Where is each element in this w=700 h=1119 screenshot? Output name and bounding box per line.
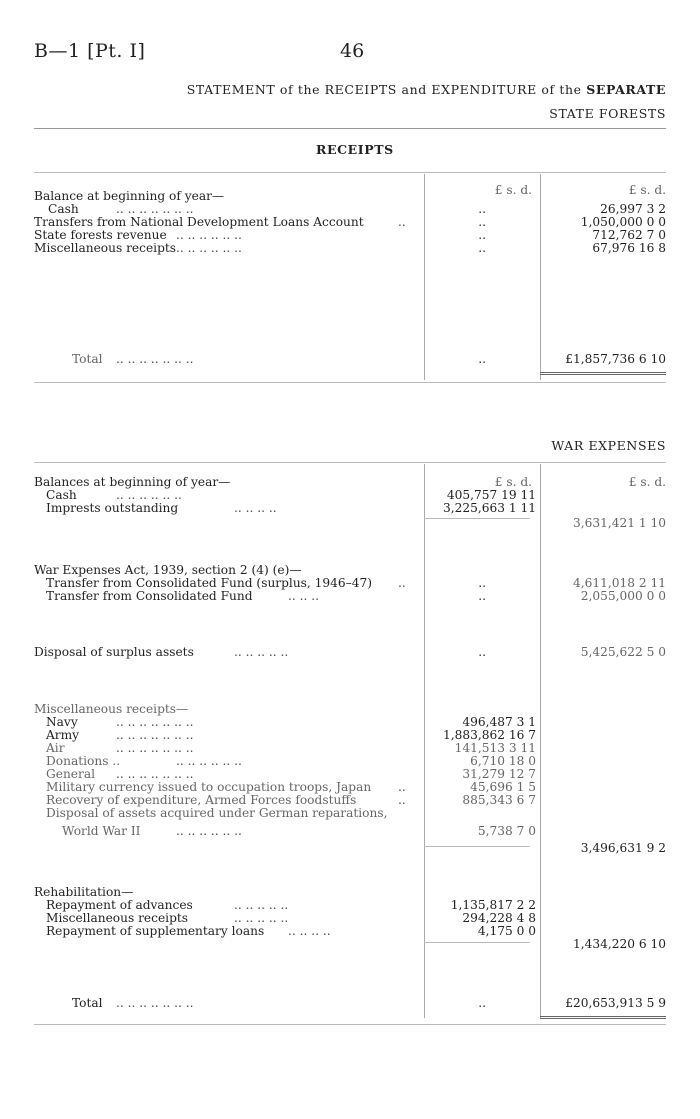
surplus-label: Disposal of surplus assets <box>34 645 194 659</box>
war-row-value: 2,055,000 0 0 <box>580 589 666 603</box>
receipts-heading: RECEIPTS <box>316 142 394 157</box>
receipts-total-underline <box>540 372 666 375</box>
war-row-mid: 45,696 1 5 <box>470 780 536 794</box>
receipts-bottom-rule <box>34 382 666 383</box>
war-row-mid: .. <box>478 576 486 590</box>
leader-dots: .. .. .. .. .. .. .. <box>116 996 194 1010</box>
leader-dots: .. .. .. .. .. .. <box>176 754 242 768</box>
leader-dots: .. <box>398 780 406 794</box>
war-total-value: £20,653,913 5 9 <box>565 996 666 1010</box>
leader-dots: .. .. .. .. <box>234 501 277 515</box>
war-total-underline <box>540 1016 666 1019</box>
receipts-row-label: Balance at beginning of year— <box>34 189 225 203</box>
leader-dots: .. .. .. .. .. .. <box>116 488 182 502</box>
war-row <box>34 502 666 516</box>
page-number: 46 <box>340 40 365 62</box>
statement-title-bold: SEPARATE <box>586 82 666 97</box>
war-row-label: Army <box>46 728 80 742</box>
receipts-row-label: State forests revenue <box>34 228 167 242</box>
statement-title-line1 <box>187 82 666 97</box>
receipts-row-mid: .. <box>478 202 486 216</box>
war-row <box>34 925 666 939</box>
war-row-label: Navy <box>46 715 78 729</box>
war-total-row <box>34 997 666 1011</box>
receipts-row-label: Cash <box>48 202 79 216</box>
war-row-mid: 31,279 12 7 <box>462 767 536 781</box>
leader-dots: .. .. .. .. .. .. .. <box>116 728 194 742</box>
leader-dots: .. .. .. .. .. .. <box>176 824 242 838</box>
leader-dots: .. <box>398 215 406 229</box>
war-row-label: Transfer from Consolidated Fund <box>46 589 253 603</box>
war-total-mid: .. <box>478 996 486 1010</box>
war-row-mid: 294,228 4 8 <box>462 911 536 925</box>
war-group-label <box>34 703 434 717</box>
war-mid-col-header: £ s. d. <box>494 475 532 489</box>
war-row <box>34 807 666 821</box>
war-row-mid: 885,343 6 7 <box>462 793 536 807</box>
war-row-label: Recovery of expenditure, Armed Forces foodstuffs <box>46 793 357 807</box>
balances-subtotal: 3,631,421 1 10 <box>572 516 666 530</box>
war-act-label: War Expenses Act, 1939, section 2 (4) (e)— <box>34 563 302 577</box>
leader-dots: .. .. .. .. .. .. .. <box>116 767 194 781</box>
war-row-label: Transfer from Consolidated Fund (surplus, 1946–47) <box>46 576 373 590</box>
receipts-row-value: 1,050,000 0 0 <box>580 215 666 229</box>
receipts-row-label: Miscellaneous receipts <box>34 241 177 255</box>
leader-dots: .. .. .. .. .. .. .. <box>116 715 194 729</box>
war-subtotal-row <box>34 842 666 856</box>
war-row-label: Miscellaneous receipts <box>46 911 189 925</box>
misc-label: Miscellaneous receipts— <box>34 702 189 716</box>
war-row-label: Air <box>46 741 65 755</box>
war-row-value: 5,425,622 5 0 <box>580 645 666 659</box>
war-row-value: 4,611,018 2 11 <box>572 576 666 590</box>
leader-dots: .. .. .. .. .. <box>234 645 289 659</box>
leader-dots: .. .. .. .. .. .. .. <box>116 202 194 216</box>
top-rule <box>34 128 666 129</box>
war-row-label: Military currency issued to occupation troops, Japan <box>46 780 372 794</box>
war-row-mid: 4,175 0 0 <box>477 924 536 938</box>
page-section-code: B—1 [Pt. I] <box>34 40 146 62</box>
war-row <box>34 590 666 604</box>
war-row-label: Disposal of assets acquired under German reparations, <box>46 806 388 820</box>
war-row-label: Repayment of supplementary loans <box>46 924 265 938</box>
war-header-rule <box>34 462 666 463</box>
war-row-mid: 496,487 3 1 <box>462 715 536 729</box>
war-row-label: Repayment of advances <box>46 898 193 912</box>
war-row <box>34 646 666 660</box>
war-row-mid: 5,738 7 0 <box>477 824 536 838</box>
war-row-mid: 405,757 19 11 <box>446 488 536 502</box>
war-row-mid: .. <box>478 645 486 659</box>
leader-dots: .. .. .. .. .. .. .. <box>116 741 194 755</box>
leader-dots: .. .. .. .. .. .. <box>176 228 242 242</box>
receipts-total-label: Total <box>72 352 103 366</box>
war-row <box>34 825 666 839</box>
war-row-mid: 141,513 3 11 <box>454 741 536 755</box>
receipts-row-value: 67,976 16 8 <box>592 241 666 255</box>
leader-dots: .. .. .. .. .. <box>234 898 289 912</box>
war-row-label: General <box>46 767 95 781</box>
receipts-header-rule <box>34 172 666 173</box>
war-subtotal-row <box>34 938 666 952</box>
war-row-label: World War II <box>62 824 141 838</box>
war-row-label: Donations .. <box>46 754 121 768</box>
leader-dots: .. .. .. .. .. .. <box>176 241 242 255</box>
war-expenses-heading: WAR EXPENSES <box>551 438 666 453</box>
war-row-mid: .. <box>478 589 486 603</box>
war-group-label <box>34 476 434 490</box>
receipts-row-value: 26,997 3 2 <box>600 202 666 216</box>
rehab-subtotal: 1,434,220 6 10 <box>572 937 666 951</box>
rehab-label: Rehabilitation— <box>34 885 134 899</box>
receipts-right-col-header: £ s. d. <box>628 183 666 197</box>
war-bottom-rule <box>34 1024 666 1025</box>
receipts-row-label: Transfers from National Development Loans Account <box>34 215 364 229</box>
war-right-col-header: £ s. d. <box>628 475 666 489</box>
receipts-total-row <box>34 353 666 367</box>
receipts-total-value: £1,857,736 6 10 <box>565 352 666 366</box>
war-total-label: Total <box>72 996 103 1010</box>
leader-dots: .. <box>398 576 406 590</box>
misc-subtotal: 3,496,631 9 2 <box>580 841 666 855</box>
war-row-mid: 3,225,663 1 11 <box>442 501 536 515</box>
receipts-row-mid: .. <box>478 215 486 229</box>
leader-dots: .. <box>398 793 406 807</box>
war-row <box>34 742 666 756</box>
receipts-row-value: 712,762 7 0 <box>592 228 666 242</box>
leader-dots: .. .. .. <box>288 589 319 603</box>
receipts-row-mid: .. <box>478 241 486 255</box>
balances-label: Balances at beginning of year— <box>34 475 231 489</box>
leader-dots: .. .. .. .. .. .. .. <box>116 352 194 366</box>
war-row-mid: 6,710 18 0 <box>470 754 536 768</box>
statement-title-plain: STATEMENT of the RECEIPTS and EXPENDITURE of the <box>186 82 582 97</box>
leader-dots: .. .. .. .. .. <box>234 911 289 925</box>
war-row-mid: 1,135,817 2 2 <box>450 898 536 912</box>
war-row-label: Imprests outstanding <box>46 501 179 515</box>
war-subtotal-row <box>34 517 666 531</box>
receipts-total-mid: .. <box>478 352 486 366</box>
war-row-mid: 1,883,862 16 7 <box>442 728 536 742</box>
receipts-mid-col-header: £ s. d. <box>494 183 532 197</box>
leader-dots: .. .. .. .. <box>288 924 331 938</box>
receipts-row <box>34 242 666 256</box>
receipts-row-mid: .. <box>478 228 486 242</box>
war-row-label: Cash <box>46 488 77 502</box>
statement-title-line2: STATE FORESTS <box>549 106 666 121</box>
